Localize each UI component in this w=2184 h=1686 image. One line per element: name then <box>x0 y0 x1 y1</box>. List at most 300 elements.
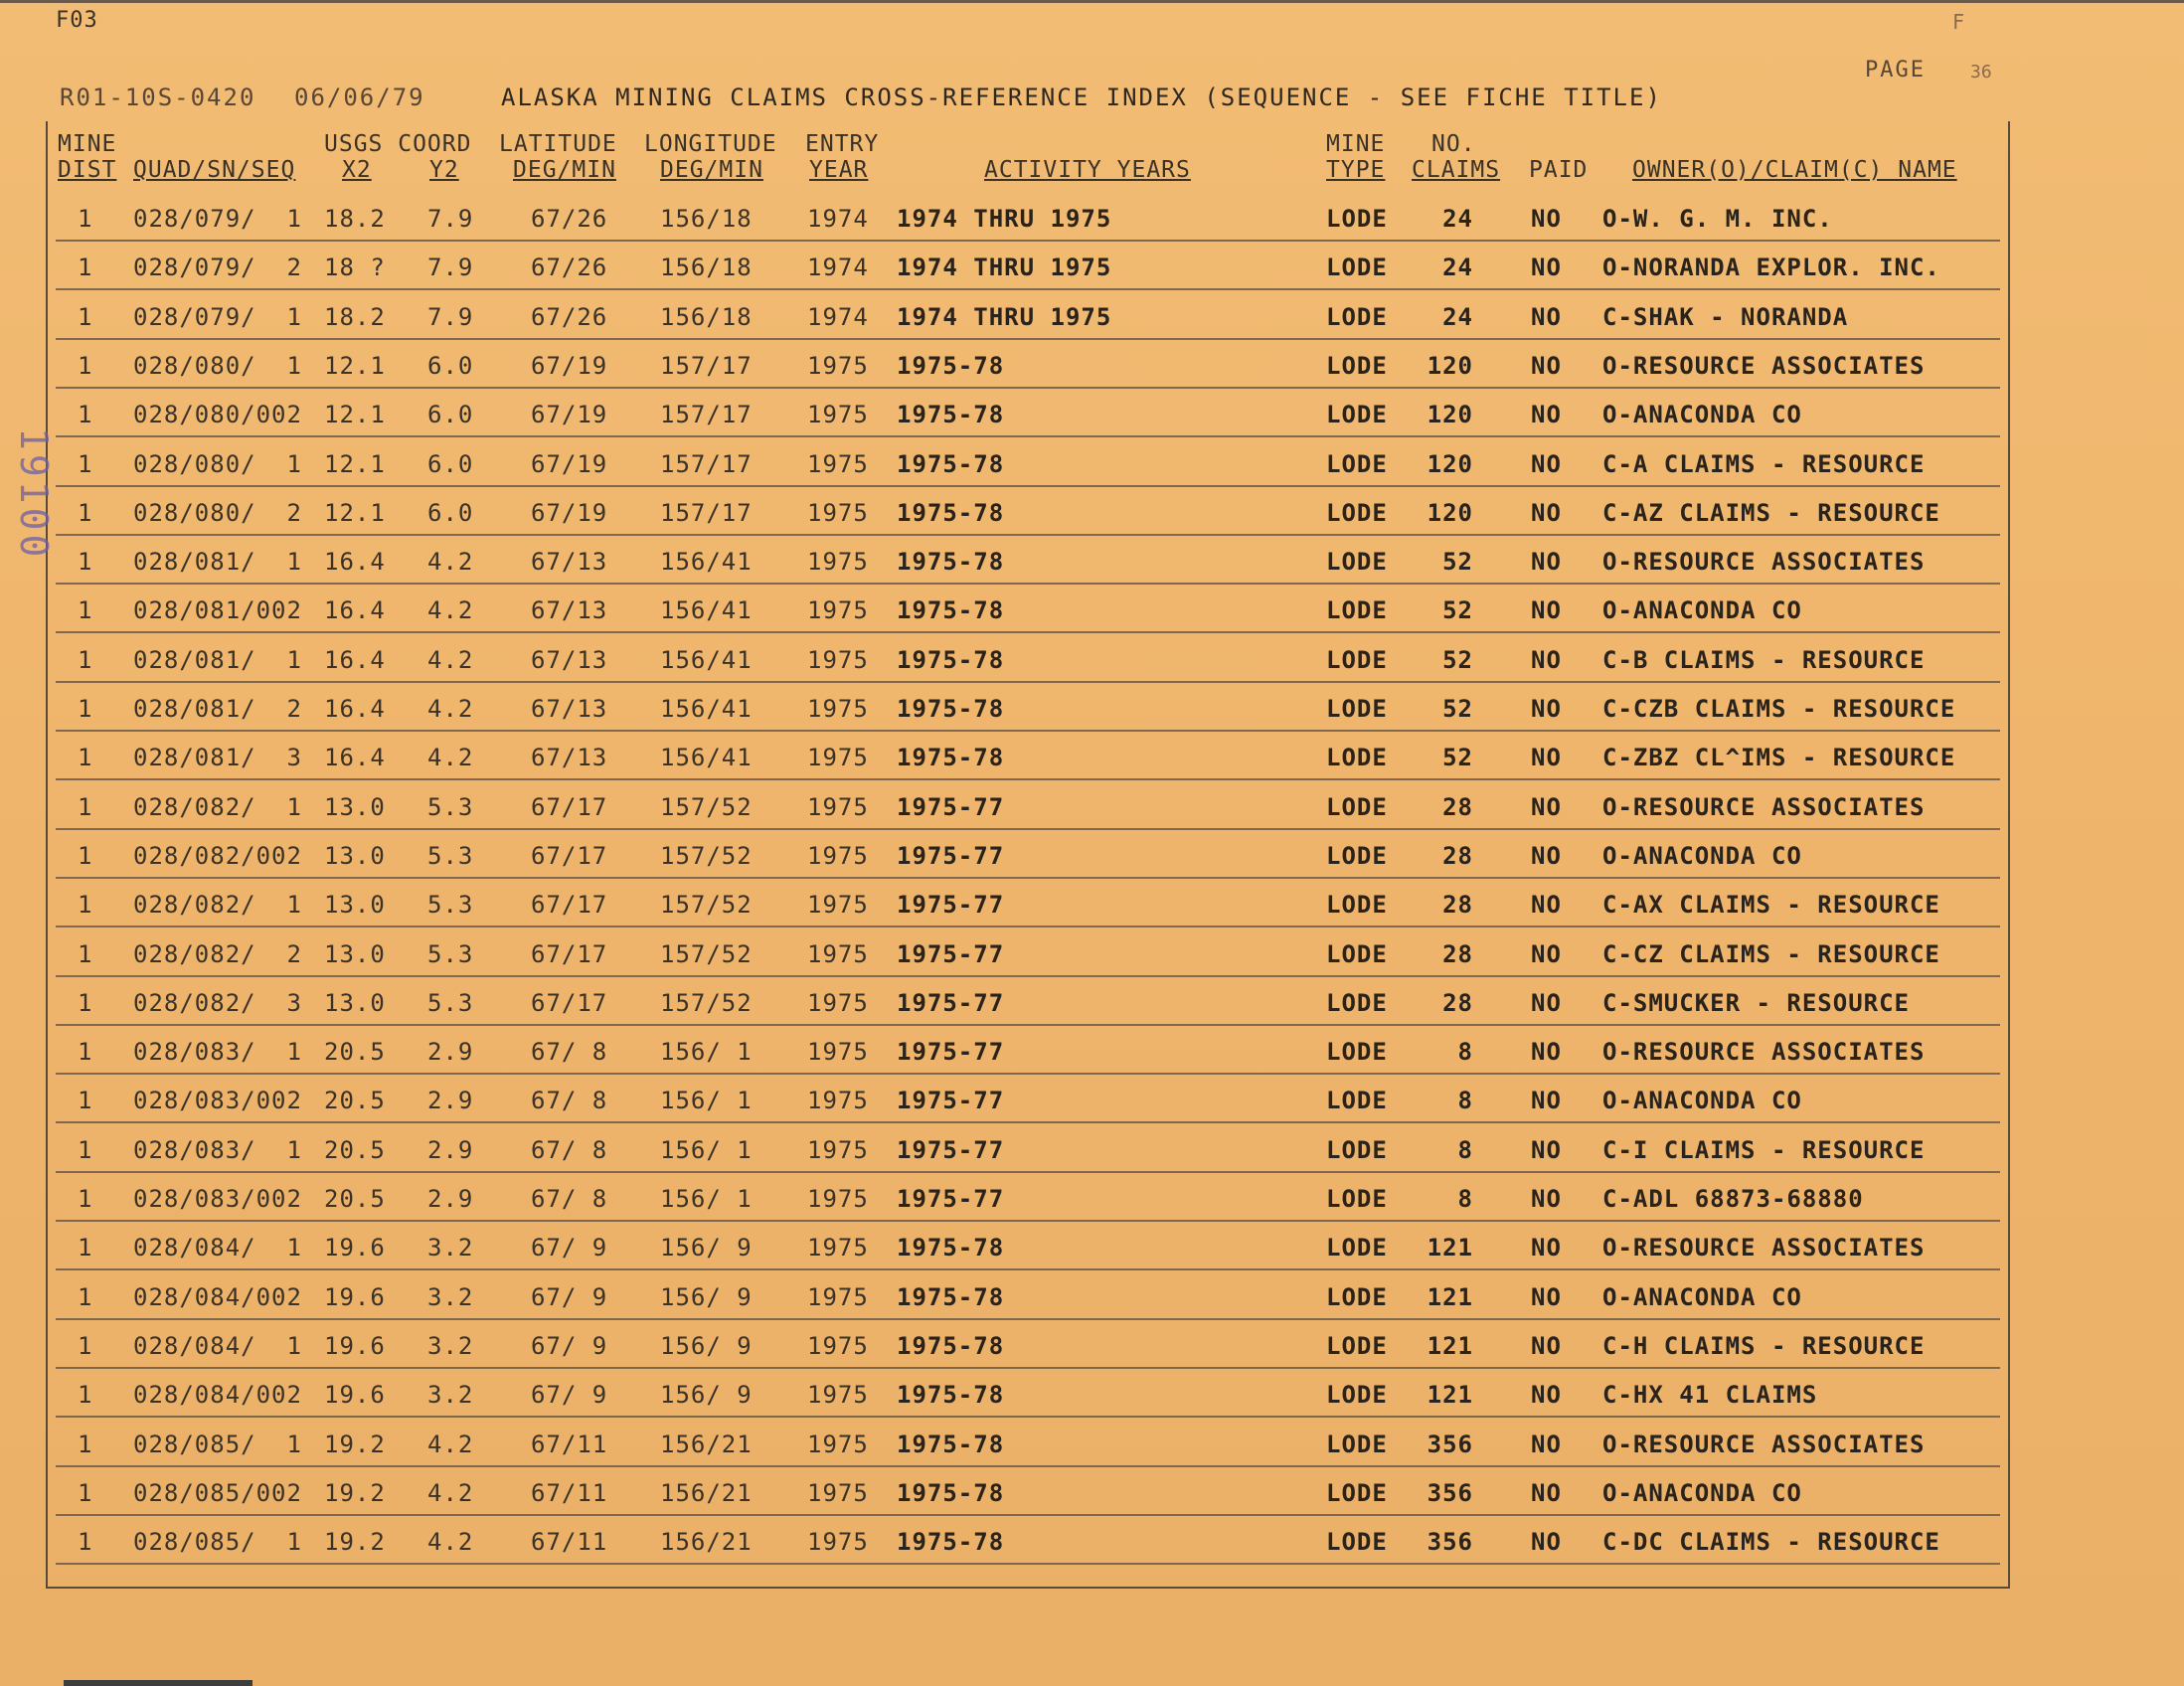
table-row <box>0 449 2184 498</box>
cell-quad-sn-seq: 028/082/002 <box>133 841 302 870</box>
cell-mine-dist: 1 <box>78 1234 93 1263</box>
cell-mine-dist: 1 <box>78 744 93 772</box>
table-row <box>0 1135 2184 1184</box>
cell-entry-year: 1974 <box>807 205 869 233</box>
cell-owner-claim-name: O-W. G. M. INC. <box>1602 205 1833 233</box>
cell-y2: 4.2 <box>427 645 474 674</box>
cell-entry-year: 1975 <box>807 498 869 527</box>
cell-activity-years: 1974 THRU 1975 <box>897 253 1112 282</box>
table-row <box>0 400 2184 448</box>
cell-mine-dist: 1 <box>78 988 93 1017</box>
cell-latitude: 67/ 9 <box>531 1234 608 1263</box>
cell-x2: 16.4 <box>324 695 386 723</box>
report-id: R01-10S-0420 <box>60 84 256 111</box>
page-number: 36 <box>1970 62 1992 83</box>
cell-longitude: 156/21 <box>660 1430 753 1458</box>
cell-entry-year: 1975 <box>807 1430 869 1458</box>
cell-entry-year: 1975 <box>807 1135 869 1164</box>
cell-latitude: 67/ 9 <box>531 1381 608 1410</box>
cell-y2: 2.9 <box>427 1185 474 1213</box>
table-row <box>0 743 2184 791</box>
cell-paid: NO <box>1531 744 1562 772</box>
cell-paid: NO <box>1531 449 1562 478</box>
cell-quad-sn-seq: 028/081/002 <box>133 596 302 625</box>
cell-activity-years: 1975-77 <box>897 891 1005 920</box>
cell-activity-years: 1975-77 <box>897 988 1005 1017</box>
cell-no-claims: 52 <box>1442 645 1473 674</box>
cell-owner-claim-name: O-ANACONDA CO <box>1602 841 1802 870</box>
header-no-claims-2: CLAIMS <box>1412 157 1501 183</box>
cell-quad-sn-seq: 028/082/ 1 <box>133 792 302 821</box>
cell-activity-years: 1974 THRU 1975 <box>897 302 1112 331</box>
cell-y2: 5.3 <box>427 792 474 821</box>
cell-paid: NO <box>1531 988 1562 1017</box>
cell-latitude: 67/13 <box>531 744 608 772</box>
cell-latitude: 67/17 <box>531 988 608 1017</box>
cell-x2: 19.6 <box>324 1282 386 1311</box>
header-mine-dist-1: MINE <box>58 131 117 157</box>
cell-quad-sn-seq: 028/084/002 <box>133 1381 302 1410</box>
cell-x2: 16.4 <box>324 548 386 577</box>
cell-mine-dist: 1 <box>78 1087 93 1115</box>
cell-longitude: 156/41 <box>660 645 753 674</box>
cell-paid: NO <box>1531 596 1562 625</box>
cell-activity-years: 1975-78 <box>897 645 1005 674</box>
table-row <box>0 498 2184 547</box>
cell-owner-claim-name: O-ANACONDA CO <box>1602 401 1802 429</box>
cell-mine-dist: 1 <box>78 792 93 821</box>
cell-mine-dist: 1 <box>78 205 93 233</box>
cell-x2: 18 ? <box>324 253 386 282</box>
cell-latitude: 67/13 <box>531 695 608 723</box>
cell-quad-sn-seq: 028/084/ 1 <box>133 1234 302 1263</box>
cell-paid: NO <box>1531 695 1562 723</box>
cell-x2: 12.1 <box>324 498 386 527</box>
cell-quad-sn-seq: 028/083/002 <box>133 1185 302 1213</box>
cell-mine-dist: 1 <box>78 401 93 429</box>
cell-owner-claim-name: O-RESOURCE ASSOCIATES <box>1602 1234 1926 1263</box>
cell-quad-sn-seq: 028/084/002 <box>133 1282 302 1311</box>
row-divider <box>56 1073 2000 1075</box>
row-divider <box>56 1268 2000 1270</box>
row-divider <box>56 1465 2000 1467</box>
cell-mine-dist: 1 <box>78 596 93 625</box>
cell-no-claims: 28 <box>1442 939 1473 968</box>
cell-quad-sn-seq: 028/080/ 1 <box>133 449 302 478</box>
row-divider <box>56 1171 2000 1173</box>
cell-quad-sn-seq: 028/080/002 <box>133 401 302 429</box>
table-row <box>0 1282 2184 1331</box>
cell-owner-claim-name: O-ANACONDA CO <box>1602 596 1802 625</box>
cell-x2: 20.5 <box>324 1135 386 1164</box>
cell-mine-type: LODE <box>1326 253 1388 282</box>
cell-quad-sn-seq: 028/082/ 1 <box>133 891 302 920</box>
cell-owner-claim-name: O-NORANDA EXPLOR. INC. <box>1602 253 1940 282</box>
cell-x2: 13.0 <box>324 792 386 821</box>
cell-y2: 5.3 <box>427 939 474 968</box>
cell-entry-year: 1975 <box>807 645 869 674</box>
cell-paid: NO <box>1531 548 1562 577</box>
row-divider <box>56 1318 2000 1320</box>
cell-owner-claim-name: C-I CLAIMS - RESOURCE <box>1602 1135 1926 1164</box>
cell-paid: NO <box>1531 302 1562 331</box>
header-mine-type-1: MINE <box>1326 131 1386 157</box>
row-divider <box>56 828 2000 830</box>
cell-mine-type: LODE <box>1326 449 1388 478</box>
cell-longitude: 157/17 <box>660 449 753 478</box>
cell-no-claims: 24 <box>1442 205 1473 233</box>
cell-latitude: 67/13 <box>531 596 608 625</box>
cell-y2: 4.2 <box>427 1528 474 1557</box>
cell-mine-type: LODE <box>1326 1528 1388 1557</box>
header-no-claims-1: NO. <box>1431 131 1476 157</box>
cell-mine-type: LODE <box>1326 1038 1388 1067</box>
cell-owner-claim-name: C-DC CLAIMS - RESOURCE <box>1602 1528 1940 1557</box>
cell-quad-sn-seq: 028/081/ 2 <box>133 695 302 723</box>
cell-longitude: 156/41 <box>660 744 753 772</box>
report-title: ALASKA MINING CLAIMS CROSS-REFERENCE INDEX (SEQUENCE - SEE FICHE TITLE) <box>501 84 1662 111</box>
cell-mine-dist: 1 <box>78 351 93 380</box>
corner-mark: F <box>1952 10 1965 34</box>
cell-entry-year: 1975 <box>807 988 869 1017</box>
cell-latitude: 67/17 <box>531 841 608 870</box>
cell-longitude: 157/17 <box>660 401 753 429</box>
cell-mine-dist: 1 <box>78 1135 93 1164</box>
cell-x2: 13.0 <box>324 891 386 920</box>
cell-mine-type: LODE <box>1326 498 1388 527</box>
cell-mine-type: LODE <box>1326 351 1388 380</box>
cell-longitude: 156/ 9 <box>660 1234 753 1263</box>
cell-y2: 7.9 <box>427 205 474 233</box>
cell-quad-sn-seq: 028/079/ 1 <box>133 302 302 331</box>
cell-latitude: 67/13 <box>531 645 608 674</box>
cell-x2: 18.2 <box>324 302 386 331</box>
table-row <box>0 351 2184 400</box>
cell-activity-years: 1975-77 <box>897 1038 1005 1067</box>
cell-entry-year: 1975 <box>807 1282 869 1311</box>
row-divider <box>56 485 2000 487</box>
table-row <box>0 1331 2184 1380</box>
cell-latitude: 67/17 <box>531 891 608 920</box>
cell-activity-years: 1975-77 <box>897 1135 1005 1164</box>
cell-entry-year: 1975 <box>807 401 869 429</box>
cell-no-claims: 28 <box>1442 841 1473 870</box>
top-edge-rule <box>0 0 2184 3</box>
cell-paid: NO <box>1531 792 1562 821</box>
cell-activity-years: 1975-78 <box>897 498 1005 527</box>
cell-y2: 5.3 <box>427 891 474 920</box>
cell-x2: 13.0 <box>324 939 386 968</box>
cell-paid: NO <box>1531 645 1562 674</box>
cell-mine-type: LODE <box>1326 1234 1388 1263</box>
cell-y2: 4.2 <box>427 695 474 723</box>
cell-activity-years: 1975-78 <box>897 1234 1005 1263</box>
cell-mine-dist: 1 <box>78 302 93 331</box>
cell-longitude: 156/ 9 <box>660 1381 753 1410</box>
cell-no-claims: 8 <box>1457 1135 1473 1164</box>
cell-activity-years: 1975-77 <box>897 1185 1005 1213</box>
table-row <box>0 1037 2184 1086</box>
cell-x2: 12.1 <box>324 449 386 478</box>
cell-x2: 19.6 <box>324 1234 386 1263</box>
cell-latitude: 67/11 <box>531 1430 608 1458</box>
table-row <box>0 1380 2184 1429</box>
cell-activity-years: 1975-77 <box>897 1087 1005 1115</box>
cell-quad-sn-seq: 028/082/ 3 <box>133 988 302 1017</box>
cell-y2: 6.0 <box>427 498 474 527</box>
cell-quad-sn-seq: 028/080/ 2 <box>133 498 302 527</box>
cell-paid: NO <box>1531 1331 1562 1360</box>
table-row <box>0 253 2184 301</box>
cell-longitude: 156/18 <box>660 205 753 233</box>
row-divider <box>56 1024 2000 1026</box>
cell-x2: 19.6 <box>324 1331 386 1360</box>
row-divider <box>56 730 2000 732</box>
cell-y2: 2.9 <box>427 1087 474 1115</box>
cell-no-claims: 121 <box>1427 1331 1473 1360</box>
cell-mine-dist: 1 <box>78 1478 93 1507</box>
table-row <box>0 1086 2184 1134</box>
cell-mine-type: LODE <box>1326 1135 1388 1164</box>
bottom-edge-mark <box>64 1680 252 1686</box>
cell-owner-claim-name: C-ADL 68873-68880 <box>1602 1185 1864 1213</box>
cell-activity-years: 1975-77 <box>897 939 1005 968</box>
table-row <box>0 988 2184 1037</box>
cell-y2: 2.9 <box>427 1135 474 1164</box>
cell-latitude: 67/19 <box>531 449 608 478</box>
cell-entry-year: 1975 <box>807 792 869 821</box>
row-divider <box>56 288 2000 290</box>
cell-paid: NO <box>1531 498 1562 527</box>
cell-x2: 16.4 <box>324 744 386 772</box>
cell-entry-year: 1975 <box>807 1185 869 1213</box>
table-row <box>0 792 2184 841</box>
cell-paid: NO <box>1531 253 1562 282</box>
row-divider <box>56 1514 2000 1516</box>
cell-latitude: 67/11 <box>531 1528 608 1557</box>
cell-entry-year: 1975 <box>807 744 869 772</box>
header-mine-dist-2: DIST <box>58 157 117 183</box>
cell-mine-type: LODE <box>1326 841 1388 870</box>
cell-mine-type: LODE <box>1326 1087 1388 1115</box>
cell-activity-years: 1975-78 <box>897 548 1005 577</box>
cell-mine-type: LODE <box>1326 548 1388 577</box>
cell-latitude: 67/26 <box>531 302 608 331</box>
table-row <box>0 302 2184 351</box>
cell-longitude: 156/21 <box>660 1528 753 1557</box>
cell-quad-sn-seq: 028/083/ 1 <box>133 1038 302 1067</box>
row-divider <box>56 435 2000 437</box>
cell-longitude: 157/17 <box>660 498 753 527</box>
cell-mine-type: LODE <box>1326 695 1388 723</box>
cell-longitude: 157/52 <box>660 792 753 821</box>
cell-latitude: 67/19 <box>531 351 608 380</box>
cell-owner-claim-name: O-ANACONDA CO <box>1602 1478 1802 1507</box>
cell-activity-years: 1975-78 <box>897 1528 1005 1557</box>
row-divider <box>56 534 2000 536</box>
row-divider <box>56 1121 2000 1123</box>
cell-mine-type: LODE <box>1326 1282 1388 1311</box>
cell-quad-sn-seq: 028/083/002 <box>133 1087 302 1115</box>
cell-x2: 19.2 <box>324 1430 386 1458</box>
cell-mine-type: LODE <box>1326 1381 1388 1410</box>
header-entry-2: YEAR <box>809 157 869 183</box>
cell-longitude: 156/21 <box>660 1478 753 1507</box>
cell-x2: 20.5 <box>324 1185 386 1213</box>
cell-paid: NO <box>1531 939 1562 968</box>
cell-activity-years: 1975-78 <box>897 1282 1005 1311</box>
cell-quad-sn-seq: 028/081/ 1 <box>133 548 302 577</box>
cell-y2: 6.0 <box>427 351 474 380</box>
cell-no-claims: 28 <box>1442 988 1473 1017</box>
cell-owner-claim-name: O-RESOURCE ASSOCIATES <box>1602 351 1926 380</box>
cell-entry-year: 1975 <box>807 1038 869 1067</box>
cell-latitude: 67/11 <box>531 1478 608 1507</box>
cell-mine-type: LODE <box>1326 939 1388 968</box>
cell-owner-claim-name: C-CZB CLAIMS - RESOURCE <box>1602 695 1956 723</box>
cell-activity-years: 1975-78 <box>897 1430 1005 1458</box>
cell-mine-type: LODE <box>1326 401 1388 429</box>
cell-x2: 20.5 <box>324 1038 386 1067</box>
cell-quad-sn-seq: 028/082/ 2 <box>133 939 302 968</box>
cell-entry-year: 1974 <box>807 253 869 282</box>
cell-y2: 7.9 <box>427 302 474 331</box>
cell-x2: 19.6 <box>324 1381 386 1410</box>
cell-entry-year: 1975 <box>807 891 869 920</box>
row-divider <box>56 1220 2000 1222</box>
cell-x2: 12.1 <box>324 401 386 429</box>
cell-paid: NO <box>1531 1234 1562 1263</box>
row-divider <box>56 387 2000 389</box>
header-owner-claim-name: OWNER(O)/CLAIM(C) NAME <box>1632 157 1957 183</box>
table-row <box>0 939 2184 988</box>
header-y2: Y2 <box>429 157 459 183</box>
cell-activity-years: 1975-78 <box>897 596 1005 625</box>
cell-entry-year: 1975 <box>807 1381 869 1410</box>
cell-no-claims: 356 <box>1427 1478 1473 1507</box>
cell-activity-years: 1975-78 <box>897 1381 1005 1410</box>
cell-quad-sn-seq: 028/080/ 1 <box>133 351 302 380</box>
cell-entry-year: 1975 <box>807 695 869 723</box>
cell-mine-type: LODE <box>1326 988 1388 1017</box>
cell-longitude: 156/ 9 <box>660 1282 753 1311</box>
cell-no-claims: 28 <box>1442 792 1473 821</box>
cell-longitude: 157/52 <box>660 939 753 968</box>
cell-longitude: 157/52 <box>660 841 753 870</box>
cell-x2: 13.0 <box>324 841 386 870</box>
cell-longitude: 157/52 <box>660 988 753 1017</box>
cell-latitude: 67/ 8 <box>531 1038 608 1067</box>
cell-owner-claim-name: O-RESOURCE ASSOCIATES <box>1602 548 1926 577</box>
cell-paid: NO <box>1531 1135 1562 1164</box>
cell-paid: NO <box>1531 1087 1562 1115</box>
cell-y2: 2.9 <box>427 1038 474 1067</box>
cell-y2: 6.0 <box>427 401 474 429</box>
cell-owner-claim-name: O-RESOURCE ASSOCIATES <box>1602 792 1926 821</box>
cell-activity-years: 1975-78 <box>897 1478 1005 1507</box>
cell-x2: 16.4 <box>324 645 386 674</box>
cell-no-claims: 24 <box>1442 302 1473 331</box>
cell-no-claims: 52 <box>1442 744 1473 772</box>
cell-no-claims: 356 <box>1427 1528 1473 1557</box>
cell-x2: 19.2 <box>324 1478 386 1507</box>
cell-no-claims: 52 <box>1442 695 1473 723</box>
cell-y2: 4.2 <box>427 1478 474 1507</box>
cell-activity-years: 1975-78 <box>897 695 1005 723</box>
table-row <box>0 204 2184 253</box>
cell-no-claims: 8 <box>1457 1038 1473 1067</box>
table-row <box>0 890 2184 938</box>
header-mine-type-2: TYPE <box>1326 157 1386 183</box>
cell-y2: 3.2 <box>427 1381 474 1410</box>
cell-owner-claim-name: C-A CLAIMS - RESOURCE <box>1602 449 1926 478</box>
table-row <box>0 645 2184 694</box>
cell-mine-dist: 1 <box>78 841 93 870</box>
cell-owner-claim-name: C-HX 41 CLAIMS <box>1602 1381 1818 1410</box>
cell-y2: 4.2 <box>427 1430 474 1458</box>
cell-activity-years: 1975-78 <box>897 351 1005 380</box>
cell-activity-years: 1975-78 <box>897 449 1005 478</box>
cell-x2: 13.0 <box>324 988 386 1017</box>
cell-mine-type: LODE <box>1326 792 1388 821</box>
cell-latitude: 67/26 <box>531 253 608 282</box>
cell-no-claims: 120 <box>1427 401 1473 429</box>
cell-no-claims: 28 <box>1442 891 1473 920</box>
cell-mine-dist: 1 <box>78 891 93 920</box>
cell-mine-type: LODE <box>1326 744 1388 772</box>
cell-x2: 16.4 <box>324 596 386 625</box>
cell-no-claims: 8 <box>1457 1087 1473 1115</box>
row-divider <box>56 583 2000 585</box>
cell-y2: 3.2 <box>427 1331 474 1360</box>
cell-quad-sn-seq: 028/079/ 2 <box>133 253 302 282</box>
cell-latitude: 67/26 <box>531 205 608 233</box>
row-divider <box>56 631 2000 633</box>
cell-mine-type: LODE <box>1326 1430 1388 1458</box>
cell-entry-year: 1975 <box>807 351 869 380</box>
header-quad-sn-seq: QUAD/SN/SEQ <box>133 157 296 183</box>
cell-entry-year: 1975 <box>807 1234 869 1263</box>
row-divider <box>56 1416 2000 1418</box>
cell-owner-claim-name: C-B CLAIMS - RESOURCE <box>1602 645 1926 674</box>
corner-code: F03 <box>56 8 98 33</box>
cell-paid: NO <box>1531 1381 1562 1410</box>
cell-no-claims: 120 <box>1427 351 1473 380</box>
cell-owner-claim-name: C-AZ CLAIMS - RESOURCE <box>1602 498 1940 527</box>
cell-entry-year: 1975 <box>807 1528 869 1557</box>
cell-paid: NO <box>1531 205 1562 233</box>
cell-y2: 4.2 <box>427 548 474 577</box>
cell-owner-claim-name: O-ANACONDA CO <box>1602 1282 1802 1311</box>
cell-longitude: 156/41 <box>660 695 753 723</box>
cell-latitude: 67/ 9 <box>531 1282 608 1311</box>
cell-entry-year: 1975 <box>807 1478 869 1507</box>
cell-mine-type: LODE <box>1326 302 1388 331</box>
cell-mine-dist: 1 <box>78 939 93 968</box>
cell-mine-dist: 1 <box>78 1331 93 1360</box>
cell-quad-sn-seq: 028/085/ 1 <box>133 1430 302 1458</box>
cell-paid: NO <box>1531 1038 1562 1067</box>
cell-quad-sn-seq: 028/081/ 3 <box>133 744 302 772</box>
cell-no-claims: 24 <box>1442 253 1473 282</box>
header-longitude-2: DEG/MIN <box>660 157 763 183</box>
cell-latitude: 67/ 8 <box>531 1185 608 1213</box>
cell-mine-dist: 1 <box>78 1185 93 1213</box>
cell-x2: 20.5 <box>324 1087 386 1115</box>
cell-paid: NO <box>1531 1185 1562 1213</box>
row-divider <box>56 975 2000 977</box>
cell-paid: NO <box>1531 841 1562 870</box>
